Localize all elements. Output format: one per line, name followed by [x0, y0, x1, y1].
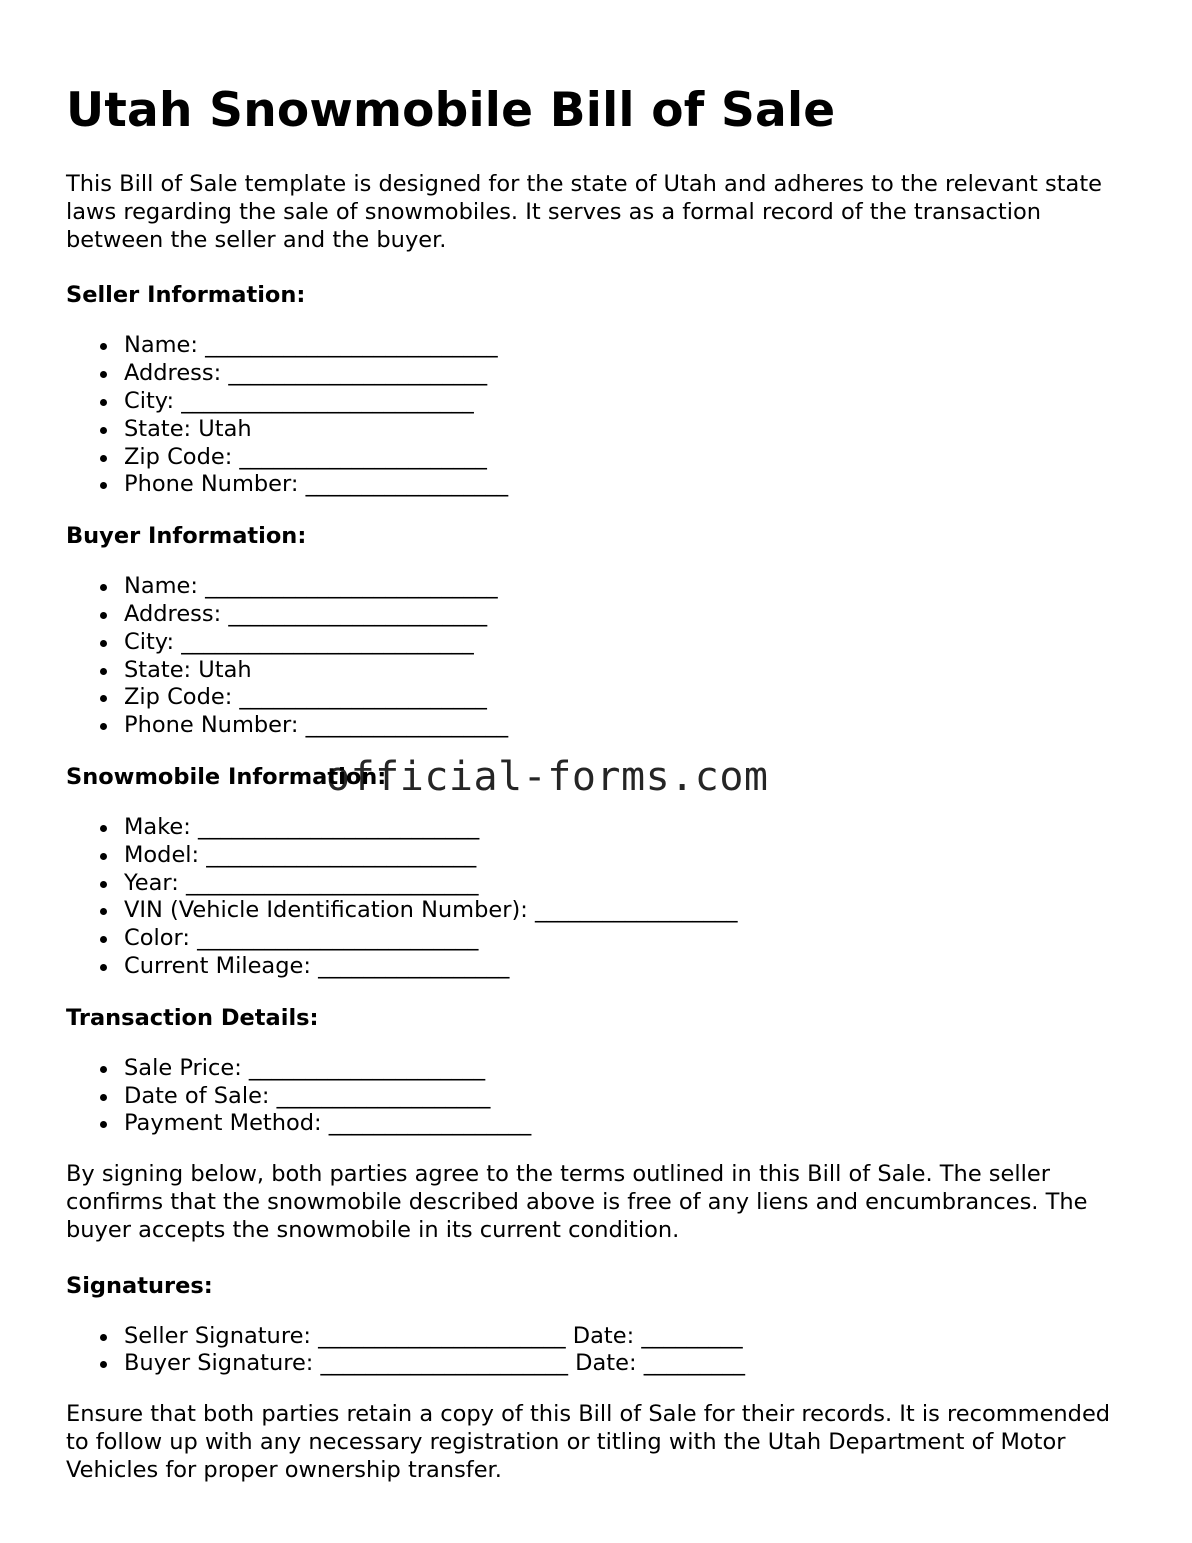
buyer-state-field: State: Utah: [124, 657, 1136, 685]
seller-heading: Seller Information:: [66, 282, 306, 309]
buyer-list: [66, 573, 1136, 740]
signatures-list: [66, 1323, 1136, 1379]
seller-city-field: City: __________________________: [124, 388, 1136, 416]
watermark-text: official-forms.com: [326, 754, 769, 800]
snowmobile-list: [66, 814, 1136, 981]
payment-method-field: Payment Method: __________________: [124, 1110, 1136, 1138]
sale-date-field: Date of Sale: ___________________: [124, 1083, 1136, 1111]
buyer-name-field: Name: __________________________: [124, 573, 1136, 601]
snowmobile-vin-field: VIN (Vehicle Identification Number): __________________: [124, 897, 1136, 925]
seller-signature-field: Seller Signature: ______________________ Date: _________: [124, 1323, 1136, 1351]
snowmobile-mileage-field: Current Mileage: _________________: [124, 953, 1136, 981]
buyer-signature-field: Buyer Signature: ______________________ Date: _________: [124, 1350, 1136, 1378]
snowmobile-heading: Snowmobile Information:: [66, 763, 387, 790]
buyer-address-field: Address: _______________________: [124, 601, 1136, 629]
snowmobile-model-field: Model: ________________________: [124, 842, 1136, 870]
document-title: Utah Snowmobile Bill of Sale: [66, 83, 836, 138]
seller-zip-field: Zip Code: ______________________: [124, 444, 1136, 472]
closing-paragraph: Ensure that both parties retain a copy of this Bill of Sale for their records. It is recommended to follow up with any necessary registration or titling with the Utah Department of Motor Vehicles for proper ownership transfer.: [66, 1401, 1111, 1483]
buyer-phone-field: Phone Number: __________________: [124, 712, 1136, 740]
buyer-city-field: City: __________________________: [124, 629, 1136, 657]
seller-address-field: Address: _______________________: [124, 360, 1136, 388]
seller-name-field: Name: __________________________: [124, 332, 1136, 360]
snowmobile-color-field: Color: _________________________: [124, 925, 1136, 953]
buyer-heading: Buyer Information:: [66, 523, 307, 550]
seller-state-field: State: Utah: [124, 416, 1136, 444]
intro-paragraph: This Bill of Sale template is designed for the state of Utah and adheres to the relevant state laws regarding the sale of snowmobiles. It serves as a formal record of the transaction between the seller and the buyer.: [66, 171, 1103, 253]
agreement-paragraph: By signing below, both parties agree to the terms outlined in this Bill of Sale. The seller confirms that the snowmobile described above is free of any liens and encumbrances. The buyer accepts the snowmobile in its current condition.: [66, 1161, 1088, 1243]
buyer-zip-field: Zip Code: ______________________: [124, 684, 1136, 712]
transaction-list: [66, 1055, 1136, 1138]
snowmobile-year-field: Year: __________________________: [124, 870, 1136, 898]
seller-list: [66, 332, 1136, 499]
snowmobile-make-field: Make: _________________________: [124, 814, 1136, 842]
sale-price-field: Sale Price: _____________________: [124, 1055, 1136, 1083]
transaction-heading: Transaction Details:: [66, 1004, 319, 1031]
seller-phone-field: Phone Number: __________________: [124, 471, 1136, 499]
signatures-heading: Signatures:: [66, 1272, 213, 1299]
